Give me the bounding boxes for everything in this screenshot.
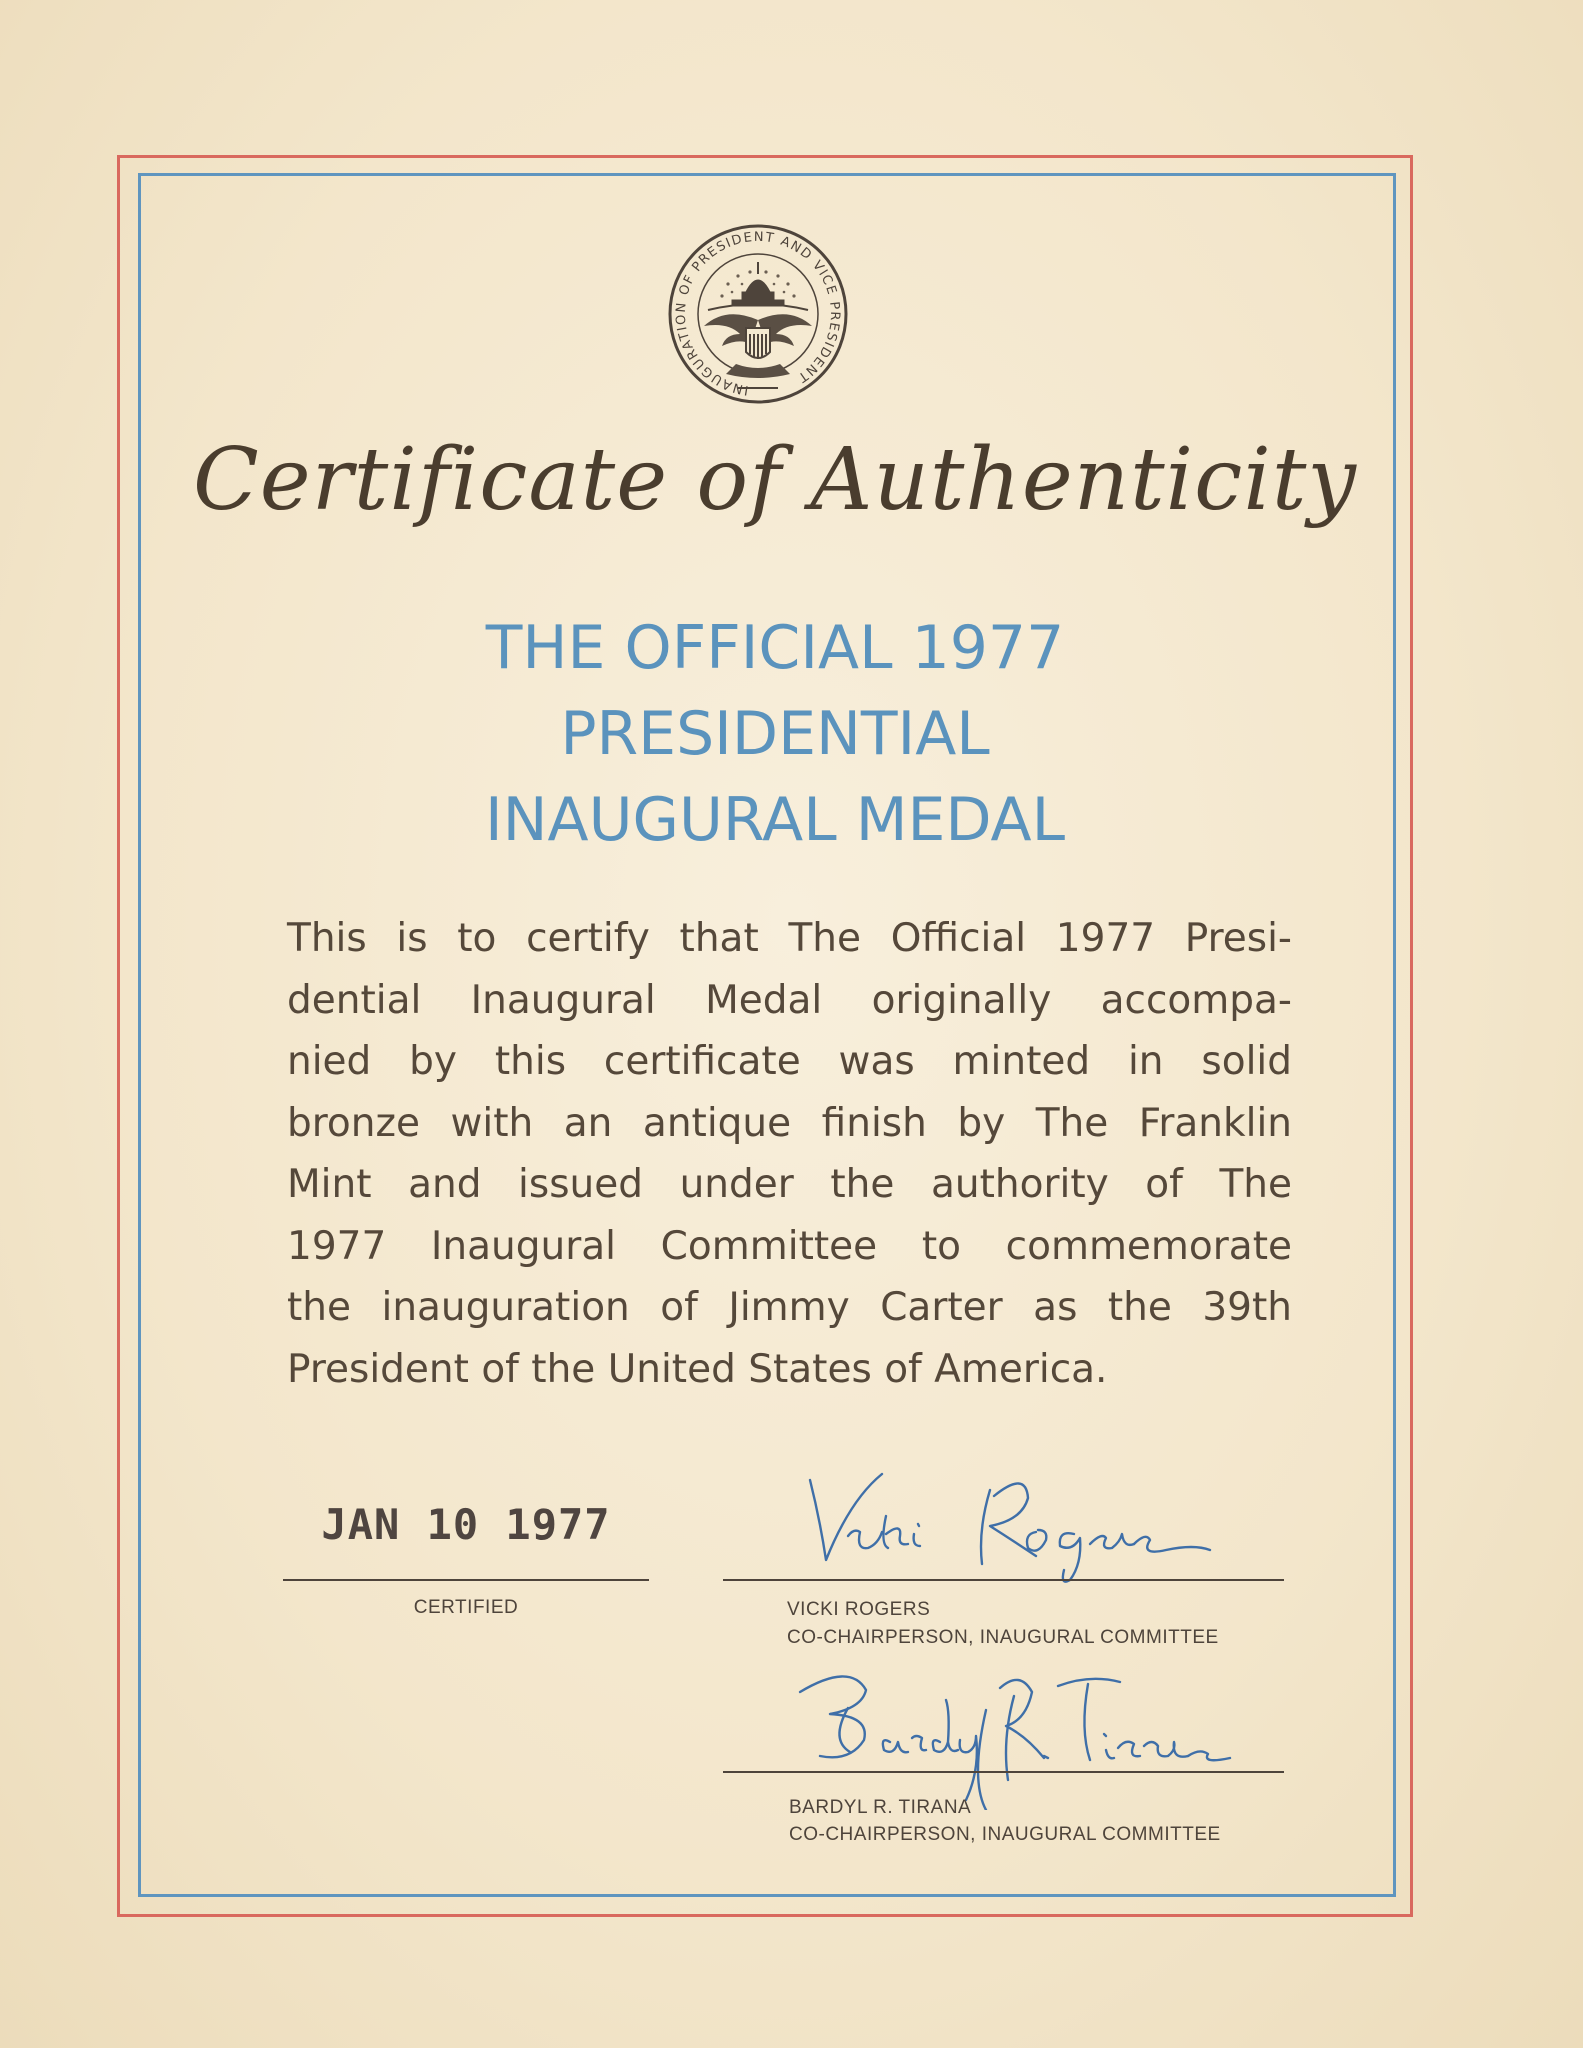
signatory-name: BARDYL R. TIRANA — [789, 1797, 972, 1818]
vicki-rogers-signature-line — [723, 1579, 1284, 1581]
inaugural-seal-icon — [666, 222, 850, 426]
medal-title-line: THE OFFICIAL 1977 — [485, 613, 1065, 683]
signatory-name: VICKI ROGERS — [787, 1599, 931, 1620]
certificate-title: Certificate of Authenticity — [193, 430, 1357, 530]
statement-line: This is to certify that The Official 1977 Presi- — [287, 916, 1292, 961]
signatory-title: CO-CHAIRPERSON, INAUGURAL COMMITTEE — [789, 1824, 1221, 1845]
certified-label: CERTIFIED — [413, 1597, 519, 1618]
bardyl-tirana-signature — [790, 1660, 1250, 1810]
bardyl-tirana-signature-line — [723, 1771, 1284, 1773]
statement-line: Mint and issued under the authority of The — [287, 1162, 1292, 1207]
vicki-rogers-signature — [790, 1460, 1230, 1590]
statement-line: President of the United States of America. — [287, 1346, 1108, 1392]
certification-statement — [287, 908, 1292, 1400]
seal-ring-text: INAUGURATION OF PRESIDENT AND VICE PRESIDENT — [673, 229, 843, 398]
certified-date-stamp: JAN 10 1977 — [321, 1500, 611, 1549]
medal-title-line: PRESIDENTIAL — [560, 699, 990, 769]
medal-title — [150, 605, 1400, 863]
statement-line: 1977 Inaugural Committee to commemorate — [287, 1223, 1292, 1269]
statement-line: bronze with an antique finish by The Franklin — [287, 1100, 1292, 1146]
statement-line: dential Inaugural Medal originally accompa- — [287, 977, 1292, 1023]
signatory-title: CO-CHAIRPERSON, INAUGURAL COMMITTEE — [787, 1627, 1219, 1648]
medal-title-line: INAUGURAL MEDAL — [484, 785, 1066, 855]
statement-line: the inauguration of Jimmy Carter as the 39th — [287, 1285, 1292, 1330]
date-signature-line — [283, 1579, 649, 1581]
statement-line: nied by this certificate was minted in solid — [287, 1039, 1292, 1084]
